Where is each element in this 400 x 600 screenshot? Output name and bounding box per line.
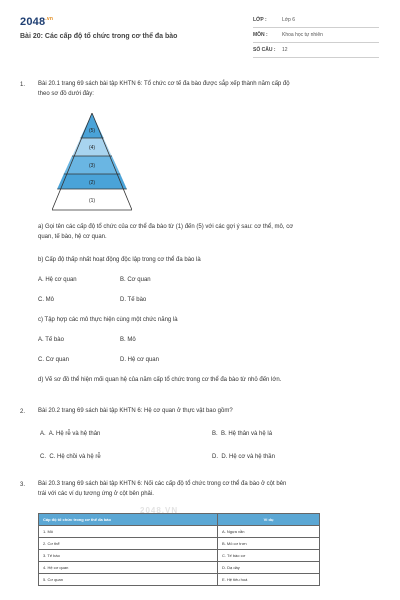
option-text: A. Hệ rễ và hệ thân xyxy=(48,431,101,437)
question-1b: b) Cấp độ thấp nhất hoạt động độc lập trong cơ thể đa bào là xyxy=(38,257,201,263)
organization-levels-pyramid xyxy=(52,113,132,211)
question-text-line: Bài 20.1 trang 69 sách bài tập KHTN 6: Tổ chức cơ tế đa bào được sắp xếp thành năm cấp độ xyxy=(38,81,290,87)
answer-option[interactable] xyxy=(212,430,272,440)
matching-table xyxy=(38,513,320,586)
question-text-line: quan, tế bào, hệ cơ quan. xyxy=(38,233,107,240)
table-cell: 5. Cơ quan xyxy=(39,574,218,586)
table-row xyxy=(39,550,320,562)
question-number: 2. xyxy=(20,409,26,415)
meta-value: Khoa học tự nhiên xyxy=(282,32,323,38)
question-text-line: trái với các ví dụ tương ứng ở cột bên phải. xyxy=(38,490,154,497)
table-header-row xyxy=(39,514,320,526)
answer-option[interactable]: B. Mô xyxy=(120,337,136,343)
pyramid-label: (1) xyxy=(88,198,96,204)
answer-option[interactable]: C. Mô xyxy=(38,297,55,303)
meta-key: SỐ CÂU : xyxy=(253,47,276,53)
question-1-text xyxy=(38,80,383,99)
option-text: C. Hệ chồi và hệ rễ xyxy=(49,454,101,460)
answer-option[interactable]: A. Tế bào xyxy=(38,337,64,343)
question-1d: d) Vẽ sơ đồ thể hiện mối quan hệ của năm cấp tổ chức trong cơ thể đa bào từ nhỏ đến lớn. xyxy=(38,377,282,383)
meta-value: 12 xyxy=(282,47,288,53)
question-text-line: theo sơ đồ dưới đây: xyxy=(38,90,94,97)
logo-main: 2048 xyxy=(20,16,46,28)
question-text-line: Bài 20.3 trang 69 sách bài tập KHTN 6: Nối các cấp độ tổ chức trong cơ thể đa bào ở cột bên xyxy=(38,481,287,487)
option-letter: C. xyxy=(40,454,46,460)
meta-key: MÔN : xyxy=(253,32,268,38)
table-row xyxy=(39,574,320,586)
table-cell: D. Dạ dày xyxy=(218,562,320,574)
option-letter: B. xyxy=(212,431,218,437)
answer-option[interactable]: D. Tế bào xyxy=(120,297,147,303)
logo-suffix: .vn xyxy=(45,16,54,22)
answer-option[interactable] xyxy=(40,430,100,440)
answer-option[interactable] xyxy=(40,453,101,463)
table-row xyxy=(39,526,320,538)
question-2-text: Bài 20.2 trang 69 sách bài tập KHTN 6: Hệ cơ quan ở thực vật bao gồm? xyxy=(38,408,233,414)
pyramid-level-5 xyxy=(81,113,104,138)
meta-key: LỚP : xyxy=(253,17,267,23)
table-cell: 2. Cơ thể xyxy=(39,538,218,550)
table-cell: A. Ngựa vằn xyxy=(218,526,320,538)
answer-option[interactable]: D. Hệ cơ quan xyxy=(120,357,159,363)
question-1c: c) Tập hợp các mô thực hiện cùng một chức năng là xyxy=(38,317,178,323)
answer-option[interactable]: A. Hệ cơ quan xyxy=(38,277,77,283)
table-cell: E. Hệ tiêu hoá xyxy=(218,574,320,586)
table-cell: 1. Mô xyxy=(39,526,218,538)
question-number: 3. xyxy=(20,482,26,488)
option-letter: D. xyxy=(212,454,218,460)
pyramid-label: (3) xyxy=(88,163,96,169)
option-text: D. Hệ cơ và hệ thần xyxy=(221,454,275,460)
worksheet-title: Bài 20: Các cấp độ tổ chức trong cơ thể đa bào xyxy=(20,33,178,40)
table-cell: 3. Tế bào xyxy=(39,550,218,562)
answer-option[interactable]: C. Cơ quan xyxy=(38,357,69,363)
site-watermark: 2048.VN xyxy=(140,506,179,515)
meta-divider xyxy=(253,42,379,43)
option-letter: A. xyxy=(40,431,46,437)
option-text: B. Hệ thân và hệ lá xyxy=(221,431,273,437)
table-cell: C. Tế bào cơ xyxy=(218,550,320,562)
table-header-cell: Ví dụ xyxy=(218,514,320,526)
question-3-text xyxy=(38,480,383,499)
worksheet-header xyxy=(0,0,400,64)
question-text-line: a) Gọi tên các cấp độ tổ chức của cơ thể đa bào từ (1) đến (5) với các gợi ý sau: cơ thể, mô, cơ xyxy=(38,224,294,230)
meta-divider xyxy=(253,27,379,28)
answer-option[interactable] xyxy=(212,453,275,463)
pyramid-label: (5) xyxy=(88,128,96,134)
meta-divider xyxy=(253,57,379,58)
question-number: 1. xyxy=(20,82,26,88)
table-row xyxy=(39,538,320,550)
table-cell: B. Mô cơ trơn xyxy=(218,538,320,550)
question-1a xyxy=(38,223,383,242)
table-row xyxy=(39,562,320,574)
table-header-cell: Cấp độ tổ chức trong cơ thể đa bào xyxy=(39,514,218,526)
pyramid-label: (2) xyxy=(88,180,96,186)
meta-value: Lớp 6 xyxy=(282,17,296,23)
site-logo[interactable] xyxy=(20,16,53,28)
answer-option[interactable]: B. Cơ quan xyxy=(120,277,151,283)
table-cell: 4. Hệ cơ quan xyxy=(39,562,218,574)
pyramid-label: (4) xyxy=(88,145,96,151)
